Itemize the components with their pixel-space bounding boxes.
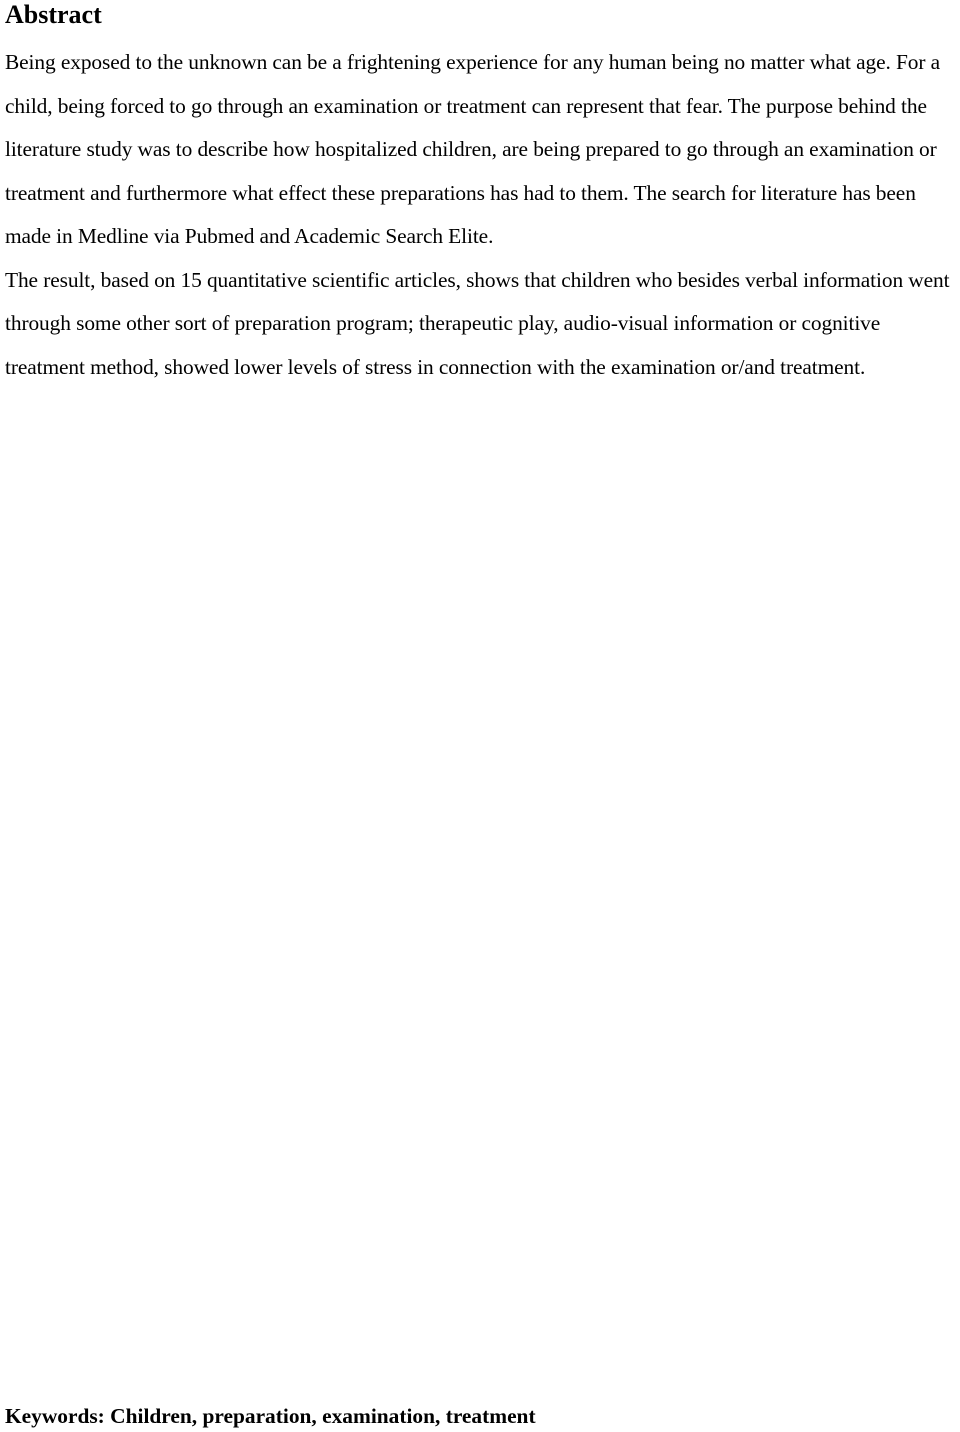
- abstract-paragraph-1: Being exposed to the unknown can be a frightening experience for any human being no matter what age. For a child, being forced to go through an examination or treatment can represent that fear. The purpose behind the literature study was to describe how hospitalized children, are being prepared to go through an examination or treatment and furthermore what effect these preparations has had to them. The search for literature has been made in Medline via Pubmed and Academic Search Elite.: [5, 50, 941, 248]
- abstract-paragraph-2: The result, based on 15 quantitative scientific articles, shows that children who besides verbal information went through some other sort of preparation program; therapeutic play, audio-visual information or cognitive treatment method, showed lower levels of stress in connection with the examination or/and treatment.: [5, 267, 950, 379]
- keywords-line: Keywords: Children, preparation, examination, treatment: [5, 1404, 536, 1428]
- abstract-page: [5, 0, 957, 389]
- abstract-heading: Abstract: [5, 0, 102, 29]
